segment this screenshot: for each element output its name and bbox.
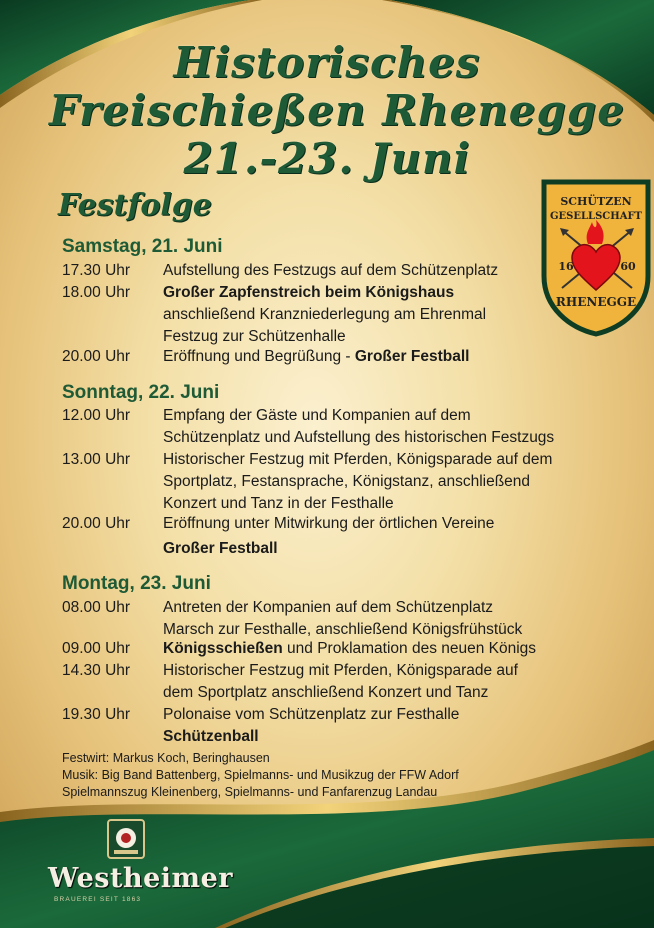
row-time: 19.30 Uhr	[62, 706, 131, 723]
row-text: und Proklamation des neuen Königs	[282, 640, 537, 657]
row-time: 17.30 Uhr	[62, 262, 131, 279]
sponsor-logo	[40, 818, 234, 918]
row-text-bold: Großer Zapfenstreich beim Königshaus	[163, 284, 455, 301]
row-text-bold: Großer Festball	[163, 540, 278, 557]
row-time: 12.00 Uhr	[62, 407, 131, 424]
row-text: Historischer Festzug mit Pferden, Königsparade auf dem	[163, 451, 553, 468]
row-text: Festzug zur Schützenhalle	[163, 328, 346, 345]
badge-place: RHENEGGE	[555, 295, 637, 309]
row-time: 18.00 Uhr	[62, 284, 131, 301]
brewery-crest-icon	[106, 818, 146, 860]
row-time: 14.30 Uhr	[62, 662, 131, 679]
row-text: Eröffnung unter Mitwirkung der örtlichen Vereine	[163, 515, 495, 532]
row-text: Historischer Festzug mit Pferden, Königsparade auf	[163, 662, 518, 679]
footer-musik-continued: Spielmannszug Kleinenberg, Spielmanns- und Fanfarenzug Landau	[62, 785, 438, 799]
day-heading-sonntag: Sonntag, 22. Juni	[62, 382, 220, 403]
badge-year-left: 16	[558, 260, 574, 273]
row-text: anschließend Kranzniederlegung am Ehrenmal	[163, 306, 487, 323]
row-text: Antreten der Kompanien auf dem Schützenplatz	[163, 599, 494, 616]
day-heading-samstag: Samstag, 21. Juni	[62, 236, 223, 257]
row-text: Sportplatz, Festansprache, Königstanz, anschließend	[163, 473, 531, 490]
title-line-3: 21.-23. Juni	[183, 134, 471, 183]
footer-musik: Musik: Big Band Battenberg, Spielmanns- und Musikzug der FFW Adorf	[62, 768, 459, 782]
row-time: 20.00 Uhr	[62, 348, 131, 365]
row-text: Schützenplatz und Aufstellung des historischen Festzugs	[163, 429, 555, 446]
row-text: Polonaise vom Schützenplatz zur Festhalle	[163, 706, 460, 723]
title-line-1: Historisches	[173, 38, 481, 87]
row-text-bold: Schützenball	[163, 728, 259, 745]
day-heading-montag: Montag, 23. Juni	[62, 573, 211, 594]
sponsor-tagline: BRAUEREI SEIT 1863	[54, 896, 142, 903]
badge-year-right: 60	[620, 260, 636, 273]
title-line-2: Freischießen Rhenegge	[49, 86, 625, 135]
row-text: Empfang der Gäste und Kompanien auf dem	[163, 407, 471, 424]
row-text-bold: Großer Festball	[354, 348, 470, 365]
row-time: 20.00 Uhr	[62, 515, 131, 532]
row-time: 08.00 Uhr	[62, 599, 131, 616]
row-text: dem Sportplatz anschließend Konzert und Tanz	[163, 684, 489, 701]
badge-line-1: SCHÜTZEN	[560, 195, 632, 208]
row-text: Eröffnung und Begrüßung -	[163, 348, 355, 365]
badge-line-2: GESELLSCHAFT	[550, 211, 642, 222]
sponsor-name: Westheimer	[48, 863, 234, 894]
row-text-bold: Königsschießen	[163, 640, 283, 657]
row-time: 13.00 Uhr	[62, 451, 131, 468]
row-text: Aufstellung des Festzugs auf dem Schützenplatz	[163, 262, 499, 279]
subtitle-festfolge: Festfolge	[58, 188, 212, 223]
row-text: Marsch zur Festhalle, anschließend Königsfrühstück	[163, 621, 523, 638]
footer-festwirt: Festwirt: Markus Koch, Beringhausen	[62, 751, 270, 765]
row-text: Konzert und Tanz in der Festhalle	[163, 495, 394, 512]
row-time: 09.00 Uhr	[62, 640, 131, 657]
